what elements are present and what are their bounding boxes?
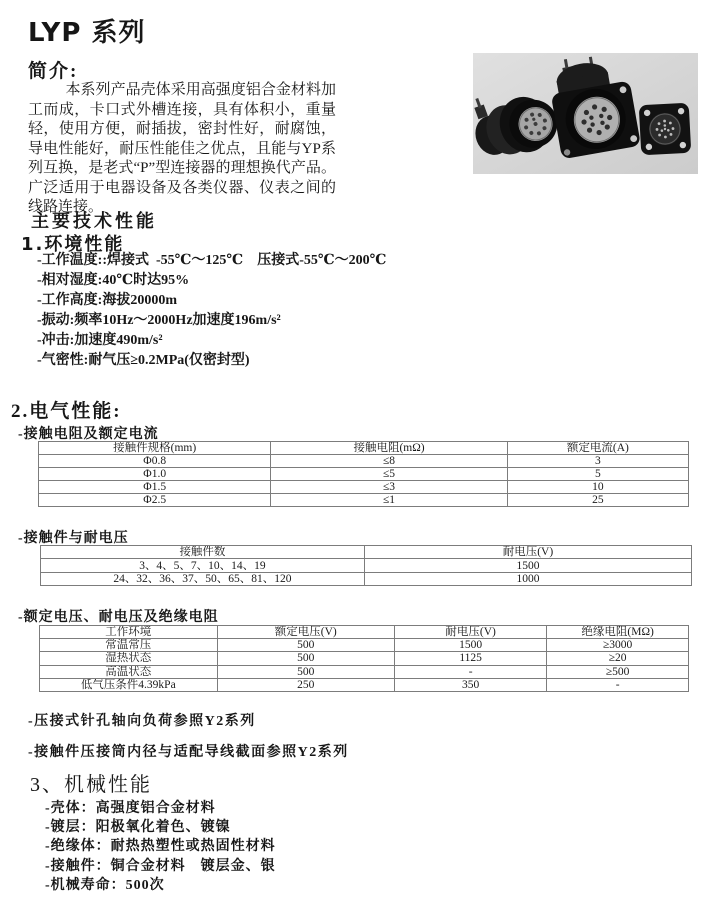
- list-item: -机械寿命：500次: [45, 877, 165, 893]
- table-row: [40, 652, 689, 665]
- table-cell: 低气压条件4.39kPa: [40, 678, 218, 691]
- table-cell: 24、32、36、37、50、65、81、120: [41, 572, 365, 585]
- contact-resistance-table: [38, 441, 689, 507]
- list-item: -镀层：阳极氧化着色、镀镍: [45, 820, 231, 836]
- connectors-photo-illustration: [473, 53, 698, 174]
- table-cell: 500: [217, 639, 395, 652]
- square-flange-connector-icon: [639, 103, 692, 156]
- intro-heading: 简介:: [28, 61, 79, 82]
- list-item: -相对湿度:40℃时达95%: [37, 273, 190, 288]
- table-header-cell: 额定电压(V): [217, 626, 395, 639]
- table-cell: ≤3: [271, 481, 507, 494]
- table-cell: 3、4、5、7、10、14、19: [41, 559, 365, 572]
- table-header-row: [41, 546, 692, 559]
- electrical-note-1: -压接式针孔轴向负荷参照Y2系列: [28, 714, 256, 729]
- product-photo: [473, 53, 698, 174]
- table-row: [39, 494, 689, 507]
- table-cell: Φ1.0: [39, 468, 271, 481]
- table-header-cell: 接触电阻(mΩ): [271, 442, 507, 455]
- table-row: [40, 665, 689, 678]
- list-item: -振动:频率10Hz～2000Hz加速度196m/s²: [37, 313, 281, 328]
- table-cell: 1500: [395, 639, 547, 652]
- table-cell: ≥20: [547, 652, 689, 665]
- table-cell: 25: [507, 494, 688, 507]
- table-cell: 1125: [395, 652, 547, 665]
- table-cell: 250: [217, 678, 395, 691]
- table-cell: 500: [217, 652, 395, 665]
- table-cell: ≥500: [547, 665, 689, 678]
- electrical-note-2: -接触件压接筒内径与适配导线截面参照Y2系列: [28, 745, 349, 760]
- table-header-cell: 额定电流(A): [507, 442, 688, 455]
- table-cell: 常温常压: [40, 639, 218, 652]
- environment-heading: 1.环境性能: [21, 234, 125, 255]
- table-cell: ≤1: [271, 494, 507, 507]
- table-cell: 1500: [364, 559, 691, 572]
- list-item: -绝缘体：耐热热塑性或热固性材料: [45, 839, 276, 855]
- table-header-row: [39, 442, 689, 455]
- list-item: -气密性:耐气压≥0.2MPa(仅密封型): [37, 353, 250, 368]
- table-cell: Φ0.8: [39, 455, 271, 468]
- table-cell: 10: [507, 481, 688, 494]
- table-row: [41, 559, 692, 572]
- table-cell: -: [395, 665, 547, 678]
- table-caption-rated-voltage: -额定电压、耐电压及绝缘电阻: [18, 610, 219, 625]
- table-header-cell: 绝缘电阻(MΩ): [547, 626, 689, 639]
- table-cell: 350: [395, 678, 547, 691]
- table-cell: 500: [217, 665, 395, 678]
- table-header-cell: 工作环境: [40, 626, 218, 639]
- table-row: [39, 468, 689, 481]
- table-header-cell: 接触件规格(mm): [39, 442, 271, 455]
- table-cell: -: [547, 678, 689, 691]
- intro-paragraph: 本系列产品壳体采用高强度铝合金材料加工而成，卡口式外槽连接，具有体积小，重量轻，使用方便，耐插拔，密封性好，耐腐蚀，导电性能好，耐压性能佳之优点，且能与YP系列互换，是老式“P”型连接器的理想换代产品。广泛适用于电器设备及各类仪器、仪表之间的线路连接。: [28, 82, 336, 215]
- table-cell: 5: [507, 468, 688, 481]
- list-item: -壳体：高强度铝合金材料: [45, 801, 216, 816]
- list-item: -工作高度:海拔20000m: [37, 293, 177, 308]
- mechanical-list: [45, 799, 276, 895]
- table-row: [39, 455, 689, 468]
- rated-voltage-table: [39, 625, 689, 692]
- table-cell: ≥3000: [547, 639, 689, 652]
- table-row: [41, 572, 692, 585]
- table-row: [40, 639, 689, 652]
- table-cell: Φ1.5: [39, 481, 271, 494]
- table-header-cell: 接触件数: [41, 546, 365, 559]
- list-item: -工作温度::焊接式 -55℃～125℃ 压接式-55℃～200℃: [37, 253, 387, 268]
- electrical-heading: 2.电气性能:: [11, 401, 122, 422]
- table-cell: 1000: [364, 572, 691, 585]
- table-header-row: [40, 626, 689, 639]
- list-item: -接触件：铜合金材料 镀层金、银: [45, 858, 276, 874]
- table-cell: ≤8: [271, 455, 507, 468]
- table-header-cell: 耐电压(V): [364, 546, 691, 559]
- table-row: [39, 481, 689, 494]
- table-cell: 湿热状态: [40, 652, 218, 665]
- environment-list: [37, 251, 386, 371]
- list-item: -冲击:加速度490m/s²: [37, 333, 163, 348]
- table-caption-contact-resistance: -接触电阻及额定电流: [18, 427, 159, 442]
- table-caption-withstand-voltage: -接触件与耐电压: [18, 531, 129, 546]
- table-cell: 高温状态: [40, 665, 218, 678]
- page-title: LYP 系列: [28, 18, 146, 48]
- table-cell: Φ2.5: [39, 494, 271, 507]
- table-cell: ≤5: [271, 468, 507, 481]
- table-header-cell: 耐电压(V): [395, 626, 547, 639]
- withstand-voltage-table: [40, 545, 692, 586]
- table-cell: 3: [507, 455, 688, 468]
- mechanical-heading: 3、机械性能: [30, 774, 152, 796]
- table-row: [40, 678, 689, 691]
- tech-performance-heading: 主要技术性能: [31, 211, 157, 232]
